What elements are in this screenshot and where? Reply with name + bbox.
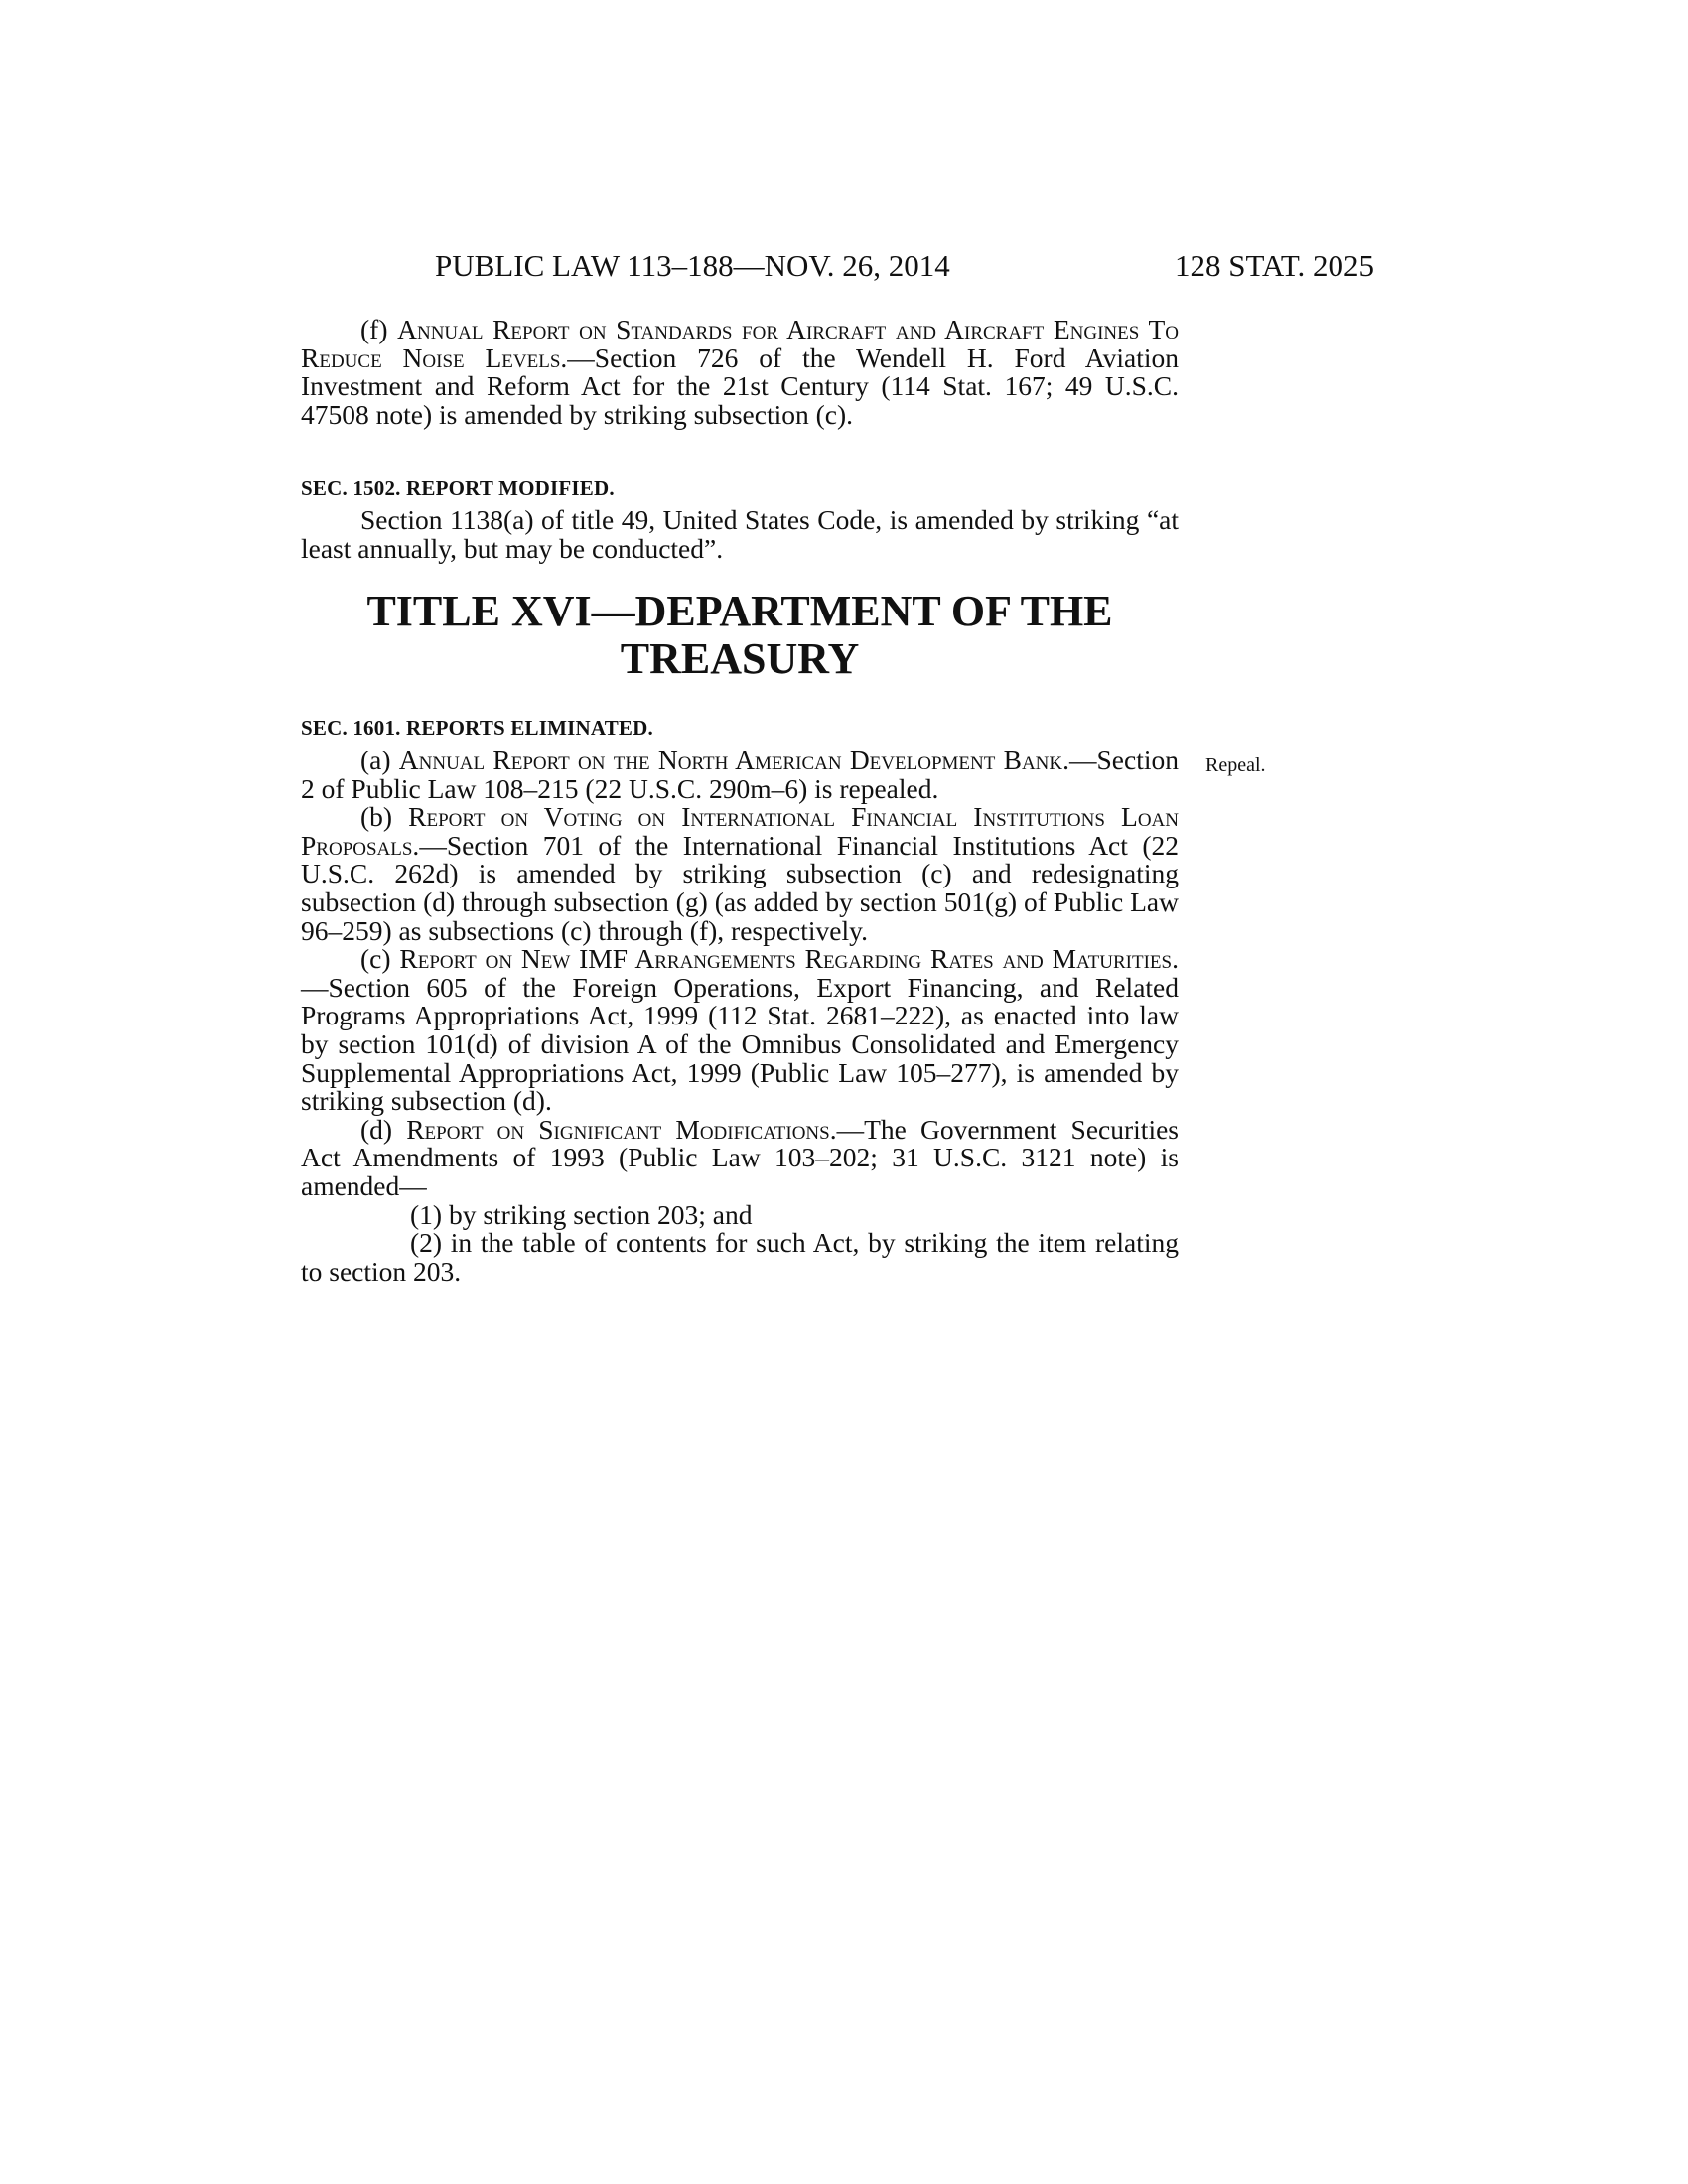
section-heading: SEC. 1601. REPORTS ELIMINATED. xyxy=(301,716,653,740)
subsection-text: —Section 605 of the Foreign Operations, Export Financing, and Related Programs Appropriations Act, 1999 (112 Stat. 2681–222), as enacted into law by section 101(d) of division A of the Omnibus Consolidated and Emergency Supplemental Appropriations Act, 1999 (Public Law 105–277), is amended by striking subsection (d). xyxy=(301,971,1179,1117)
title-heading-line-1: TITLE XVI—DEPARTMENT OF THE xyxy=(366,587,1113,635)
statute-page-reference: 128 STAT. 2025 xyxy=(1174,248,1374,283)
section-text: Section 1138(a) of title 49, United States Code, is amended by striking “at least annually, but may be conducted”. xyxy=(301,504,1179,564)
subsection-label: (d) xyxy=(360,1113,407,1145)
subsection-text: —Section 2 of Public Law 108–215 (22 U.S.C. 290m–6) is repealed. xyxy=(301,745,1179,804)
margin-note: Repeal. xyxy=(1205,754,1266,776)
paragraph-label: (f) xyxy=(360,314,398,344)
section-1502-heading-block xyxy=(301,475,1179,503)
subsection-caption: Report on New IMF Arrangements Regarding Rates and Maturities. xyxy=(399,943,1179,975)
subsection-b xyxy=(301,803,1179,945)
subsection-text: —The Government Securities Act Amendments of 1993 (Public Law 103–202; 31 U.S.C. 3121 note) is amended— xyxy=(301,1113,1179,1201)
paragraph-text: —Section 726 of the Wendell H. Ford Aviation Investment and Reform Act for the 21st Century (114 Stat. 167; 49 U.S.C. 47508 note) is amended by striking subsection (c). xyxy=(301,341,1180,430)
subsection-d xyxy=(301,1113,1179,1201)
subsection-caption: Report on Significant Modifications. xyxy=(406,1113,837,1145)
section-1601-heading-block xyxy=(301,714,1179,743)
subsection-c xyxy=(301,945,1179,1116)
subsection-label: (c) xyxy=(360,943,400,975)
subsection-label: (b) xyxy=(360,801,409,833)
section-1502-body xyxy=(301,506,1179,563)
page-header xyxy=(0,248,1688,288)
paragraph-caption: Annual Report on Standards for Aircraft and Aircraft Engines To Reduce Noise Levels. xyxy=(301,314,1179,373)
title-heading-line-2: TREASURY xyxy=(620,634,860,683)
title-heading xyxy=(301,588,1179,683)
section-heading: SEC. 1502. REPORT MODIFIED. xyxy=(301,477,615,500)
subsection-text: —Section 701 of the International Financial Institutions Act (22 U.S.C. 262d) is amended by striking subsection (c) and redesignating subsection (d) through subsection (g) (as added by section 501(g) of Public Law 96–259) as subsections (c) through (f), respectively. xyxy=(301,829,1179,946)
paragraph-item-2: (2) in the table of contents for such Act, by striking the item relating to section 203. xyxy=(301,1227,1179,1287)
paragraph-f xyxy=(301,316,1179,429)
section-1601-body xyxy=(301,747,1179,1286)
running-head: PUBLIC LAW 113–188—NOV. 26, 2014 xyxy=(435,248,950,283)
subsection-label: (a) xyxy=(360,745,399,775)
subsection-a xyxy=(301,747,1179,803)
paragraph-item-1: (1) by striking section 203; and xyxy=(410,1198,753,1230)
subsection-caption: Annual Report on the North American Development Bank. xyxy=(398,745,1069,775)
paragraph-f-block xyxy=(301,316,1179,429)
subsection-caption: Report on Voting on International Financial Institutions Loan Proposals. xyxy=(301,801,1179,861)
